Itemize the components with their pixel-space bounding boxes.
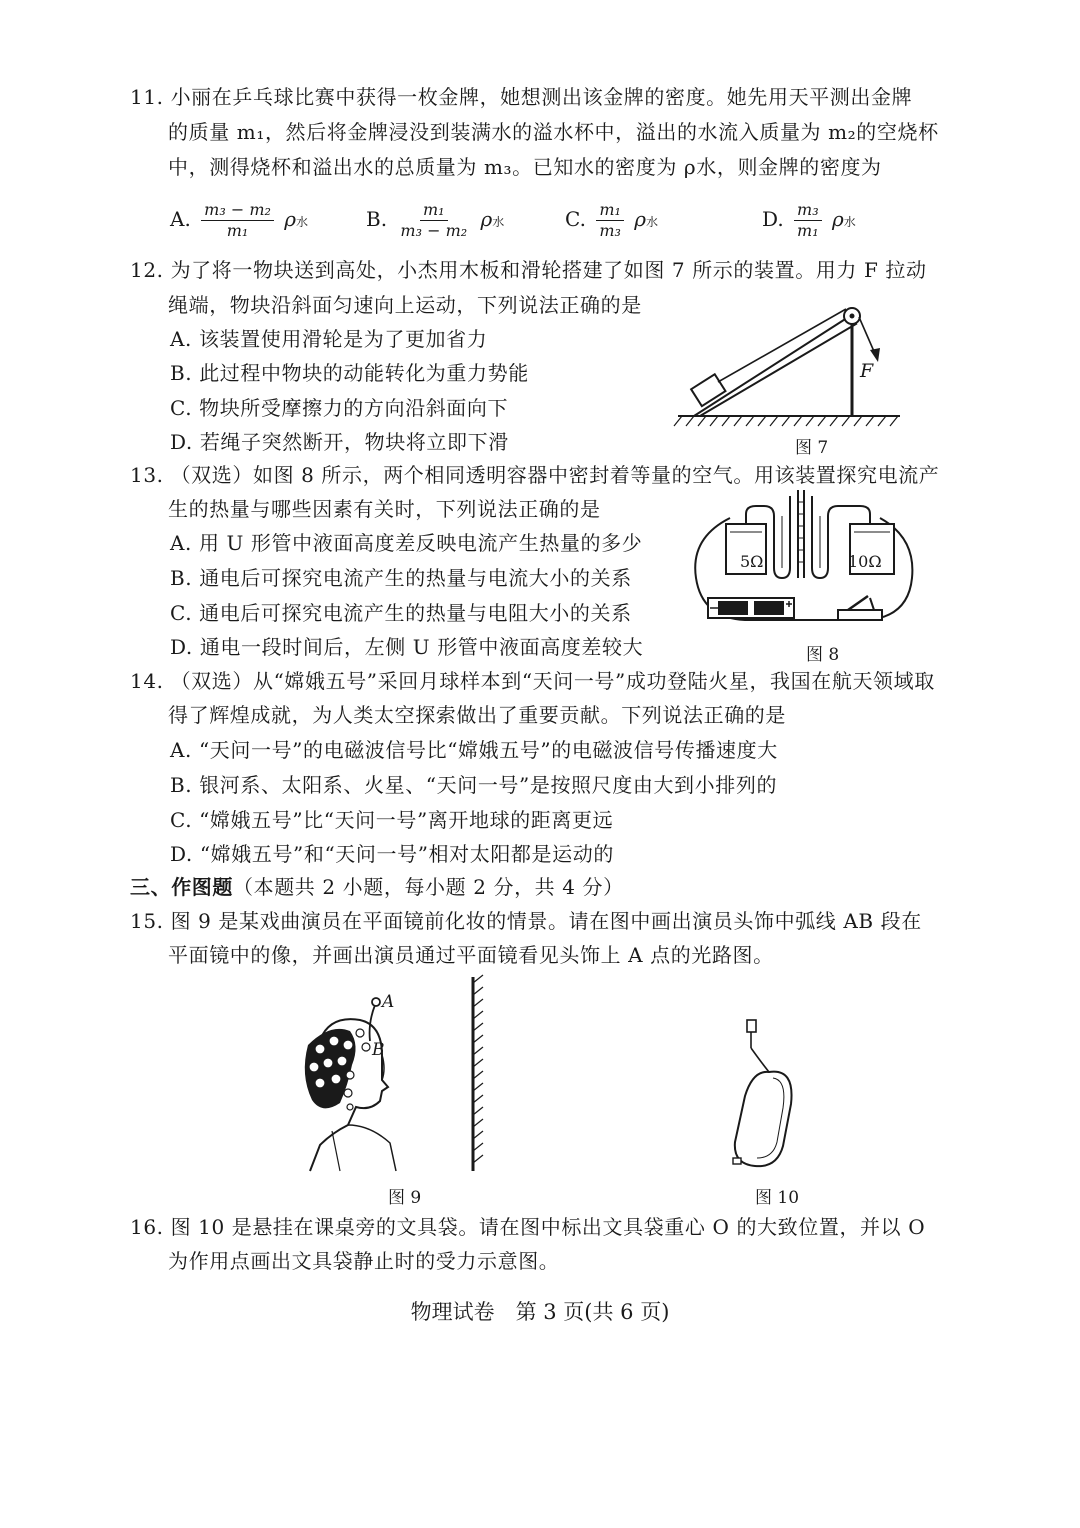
q15-line-2: 平面镜中的像，并画出演员通过平面镜看见头饰上 A 点的光路图。 [168,943,774,967]
q16-line-2: 为作用点画出文具袋静止时的受力示意图。 [168,1249,560,1273]
q16-line-1: 16. 图 10 是悬挂在课桌旁的文具袋。请在图中标出文具袋重心 O 的大致位置，并以 O [130,1215,926,1239]
figure-7-force-label: F [860,360,874,382]
q12-option-a: A. 该装置使用滑轮是为了更加省力 [170,327,488,351]
q13-line-1: 13. （双选）如图 8 所示，两个相同透明容器中密封着等量的空气。用该装置探究电流产 [130,463,940,487]
figure-10-pencil-bag [725,1018,805,1178]
q11-line-3: 中，测得烧杯和溢出水的总质量为 m₃。已知水的密度为 ρ水，则金牌的密度为 [168,155,882,179]
q14-option-c: C. “嫦娥五号”比“天问一号”离开地球的距离更远 [170,808,614,832]
q14-option-b: B. 银河系、太阳系、火星、“天问一号”是按照尺度由大到小排列的 [170,773,778,797]
q13-option-b: B. 通电后可探究电流产生的热量与电流大小的关系 [170,566,632,590]
q11-option-a: A. $\frac{\text{m₃ − m₂}}{\text{m₁}}$ ρ水 [170,200,309,240]
figure-9-caption: 图 9 [388,1188,422,1208]
q11-line-1: 11. 小丽在乒乓球比赛中获得一枚金牌，她想测出该金牌的密度。她先用天平测出金牌 [130,85,913,109]
resistor-left-label: 5Ω [740,552,764,571]
q12-option-c: C. 物块所受摩擦力的方向沿斜面向下 [170,396,509,420]
q12-option-d: D. 若绳子突然断开，物块将立即下滑 [170,430,509,454]
section-3-title: 三、作图题 [130,875,233,899]
q11-line-2: 的质量 m₁，然后将金牌浸没到装满水的溢水杯中，溢出的水流入质量为 m₂的空烧杯 [168,120,939,144]
figure-8-caption: 图 8 [806,645,840,665]
q14-line-2: 得了辉煌成就，为人类太空探索做出了重要贡献。下列说法正确的是 [168,703,786,727]
q12-option-b: B. 此过程中物块的动能转化为重力势能 [170,361,529,385]
q12-line-1: 12. 为了将一物块送到高处，小杰用木板和滑轮搭建了如图 7 所示的装置。用力 F 拉动 [130,258,927,282]
figure-7-caption: 图 7 [795,438,829,458]
q11-option-d: D. $\frac{\text{m₃}}{\text{m₁}}$ ρ水 [762,200,856,240]
q13-option-a: A. 用 U 形管中液面高度差反映电流产生热量的多少 [170,531,643,555]
q11-option-c: C. $\frac{\text{m₁}}{\text{m₃}}$ ρ水 [565,200,659,240]
point-a-label: A [382,992,395,1012]
figure-8-joule-heating-apparatus [690,488,920,638]
q13-option-d: D. 通电一段时间后，左侧 U 形管中液面高度差较大 [170,635,644,659]
q12-line-2: 绳端，物块沿斜面匀速向上运动，下列说法正确的是 [168,293,642,317]
q13-line-2: 生的热量与哪些因素有关时，下列说法正确的是 [168,497,601,521]
figure-9-actor-mirror [290,975,500,1175]
q13-option-c: C. 通电后可探究电流产生的热量与电阻大小的关系 [170,601,632,625]
q11-option-b: B. $\frac{\text{m₁}}{\text{m₃ − m₂}}$ ρ水 [366,200,505,240]
point-b-label: B [372,1040,385,1060]
q15-line-1: 15. 图 9 是某戏曲演员在平面镜前化妆的情景。请在图中画出演员头饰中弧线 AB 段在 [130,909,922,933]
section-3-note: （本题共 2 小题，每小题 2 分，共 4 分） [233,875,624,899]
section-3-heading [130,872,624,902]
page-footer: 物理试卷 第 3 页(共 6 页) [410,1300,670,1324]
resistor-right-label: 10Ω [848,552,882,571]
q14-line-1: 14. （双选）从“嫦娥五号”采回月球样本到“天问一号”成功登陆火星，我国在航天领域取 [130,669,935,693]
figure-7-incline-pulley [670,290,930,440]
q14-option-d: D. “嫦娥五号”和“天问一号”相对太阳都是运动的 [170,842,614,866]
figure-10-caption: 图 10 [755,1188,800,1208]
q14-option-a: A. “天问一号”的电磁波信号比“嫦娥五号”的电磁波信号传播速度大 [170,738,778,762]
